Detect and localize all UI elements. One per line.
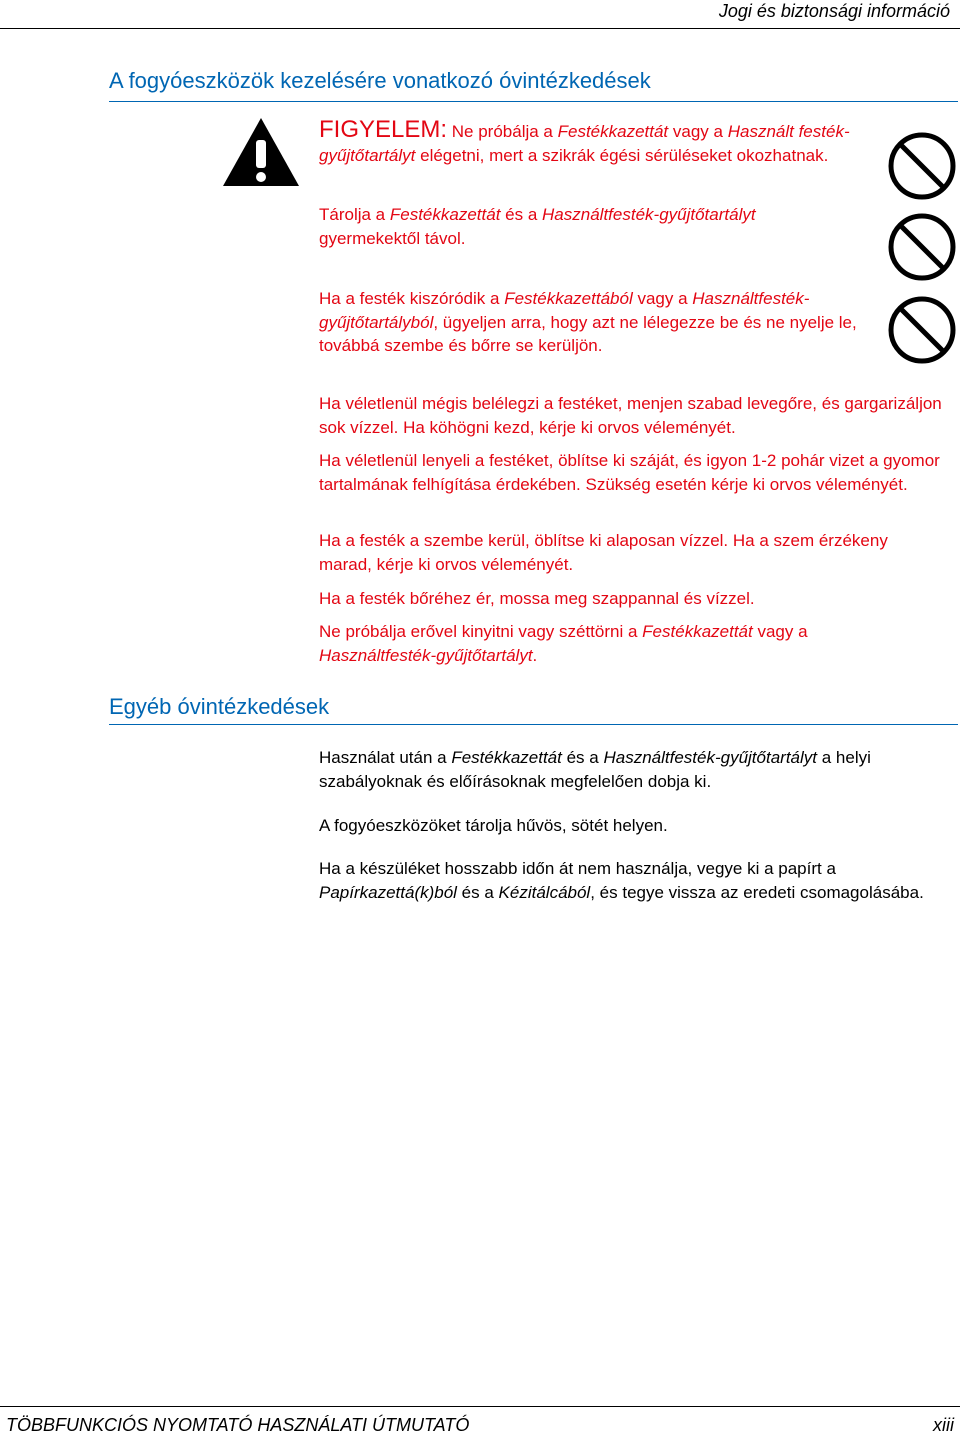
warning-paragraph-spill: Ha a festék kiszóródik a Festékkazettából vagy a Használtfesték-gyűjtőtartályból, ügyeljen arra, hogy azt ne lélegezze be és ne nyelje le, továbbá szembe és bőrre se kerüljön. bbox=[319, 289, 857, 355]
prohibition-icon bbox=[887, 212, 957, 282]
warning-paragraph-force: Ne próbálja erővel kinyitni vagy széttörni a Festékkazettát vagy a Használtfesték-gyűjtőtartályt. bbox=[319, 622, 808, 665]
warning-paragraph-inhale: Ha véletlenül mégis belélegzi a festéket, menjen szabad levegőre, és gargarizáljon sok vízzel. Ha köhögni kezd, kérje ki orvos véleményét. bbox=[319, 394, 942, 437]
section-rule-2 bbox=[109, 724, 958, 725]
section-rule-1 bbox=[109, 101, 958, 102]
section-title-consumables: A fogyóeszközök kezelésére vonatkozó óvintézkedések bbox=[109, 68, 651, 93]
warning-paragraph-swallow: Ha véletlenül lenyeli a festéket, öblítse ki száját, és igyon 1-2 pohár vizet a gyomor tartalmának felhígítása érdekében. Szükség esetén kérje ki orvos véleményét. bbox=[319, 451, 940, 494]
running-header: Jogi és biztonsági információ bbox=[718, 1, 950, 21]
footer-divider bbox=[0, 1406, 960, 1407]
header-divider bbox=[0, 28, 960, 29]
warning-paragraph-skin: Ha a festék bőréhez ér, mossa meg szappannal és vízzel. bbox=[319, 589, 755, 608]
prohibition-icon bbox=[887, 295, 957, 365]
warning-paragraph-eyes: Ha a festék a szembe kerül, öblítse ki alaposan vízzel. Ha a szem érzékeny marad, kérje ki orvos véleményét. bbox=[319, 531, 888, 574]
warning-label: FIGYELEM: bbox=[319, 116, 448, 143]
footer-manual-title: TÖBBFUNKCIÓS NYOMTATÓ HASZNÁLATI ÚTMUTATÓ bbox=[6, 1415, 470, 1435]
warning-paragraph-children: Tárolja a Festékkazettát és a Használtfesték-gyűjtőtartályt gyermekektől távol. bbox=[319, 205, 756, 248]
paragraph-disposal: Használat után a Festékkazettát és a Használtfesték-gyűjtőtartályt a helyi szabályoknak és előírásoknak megfelelően dobja ki. bbox=[319, 748, 871, 791]
warning-paragraph-burn: FIGYELEM: Ne próbálja a Festékkazettát vagy a Használt festék-gyűjtőtartályt elégetni, mert a szikrák égési sérüléseket okozhatnak. bbox=[319, 116, 850, 165]
page-number: xiii bbox=[933, 1415, 954, 1435]
paragraph-storage: A fogyóeszközöket tárolja hűvös, sötét helyen. bbox=[319, 816, 668, 835]
section-title-other-precautions: Egyéb óvintézkedések bbox=[109, 694, 330, 719]
paragraph-long-term: Ha a készüléket hosszabb időn át nem használja, vegye ki a papírt a Papírkazettá(k)ból és a Kézitálcából, és tegye vissza az eredeti csomagolásába. bbox=[319, 859, 924, 902]
prohibition-icon bbox=[887, 131, 957, 201]
warning-triangle-icon bbox=[221, 116, 301, 188]
